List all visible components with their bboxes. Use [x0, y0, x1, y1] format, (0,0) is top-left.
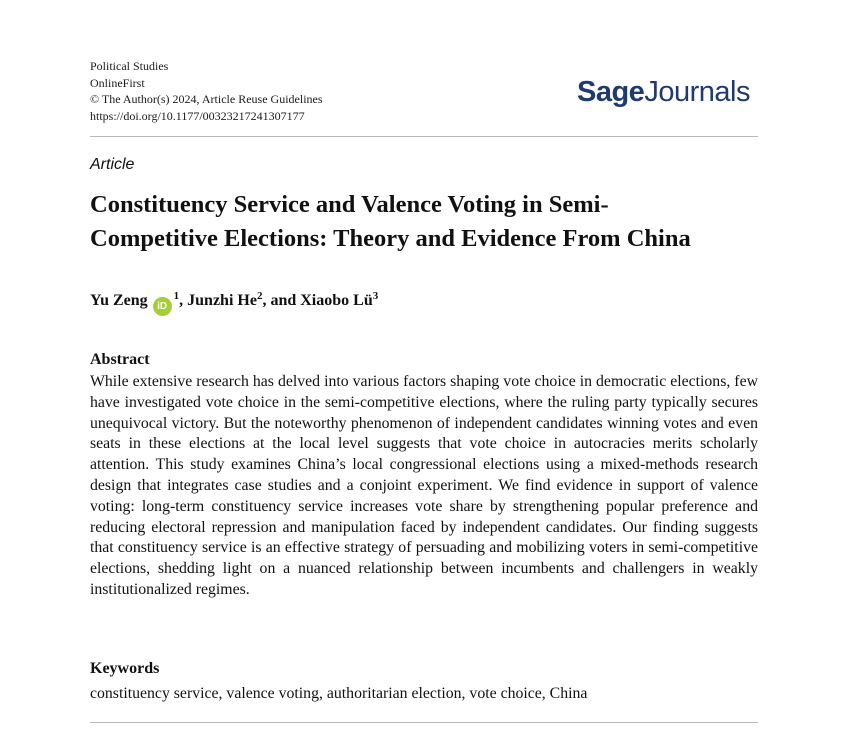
keywords-heading: Keywords: [90, 660, 160, 677]
sage-journals-logo: [577, 76, 750, 109]
doi-link[interactable]: https://doi.org/10.1177/00323217241307177: [90, 108, 305, 123]
author-affiliation-2: 2: [256, 290, 263, 302]
article-title: [90, 188, 758, 256]
author-junzhi-he[interactable]: Junzhi He: [187, 292, 257, 309]
title-line-1: Constituency Service and Valence Voting in Semi-: [90, 191, 609, 218]
journal-status: OnlineFirst: [90, 75, 145, 90]
journal-info: [90, 58, 323, 124]
orcid-icon[interactable]: iD: [153, 297, 172, 316]
abstract-text: While extensive research has delved into various factors shaping vote choice in democratic elections, few have investigated vote choice in the semi-competitive elections, where the ruling party typically secures unequivocal victory. But the noteworthy phenomenon of independent candidates winning votes and even seats in these elections at the local level suggests that vote choice in autocracies merits scholarly attention. This study examines China’s local congressional elections using a mixed-methods research design that integrates case studies and a conjoint experiment. We find evidence in support of valence voting: long-term constituency service increases vote share by strengthening popular preference and reducing electoral repression and manipulation faced by independent candidates. Our finding suggests that constituency service is an effective strategy of persuading and mobilizing voters in semi-competitive elections, shedding light on a nuanced relationship between incumbents and challengers in weakly institutionalized regimes.: [90, 373, 758, 598]
keywords-list: constituency service, valence voting, authoritarian election, vote choice, China: [90, 685, 588, 702]
copyright-line[interactable]: © The Author(s) 2024, Article Reuse Guidelines: [90, 92, 323, 106]
author-affiliation-3: 3: [372, 290, 379, 302]
abstract-heading: Abstract: [90, 351, 150, 368]
logo-sage: Sage: [577, 76, 645, 108]
article-type: Article: [90, 156, 135, 173]
title-line-2: Competitive Elections: Theory and Evidence From China: [90, 225, 691, 252]
author-affiliation-1: 1: [173, 290, 180, 302]
author-yu-zeng[interactable]: Yu Zeng: [90, 292, 148, 309]
author-list: Yu Zeng $iD^1$, Junzhi He$^2$, and Xiaobo $Lü^3$: [90, 290, 378, 316]
footer-divider: [90, 722, 758, 723]
logo-journals: Journals: [644, 76, 750, 108]
journal-name: Political Studies: [90, 59, 169, 73]
author-and: and: [270, 292, 297, 309]
header-divider: [90, 136, 758, 137]
author-xiaobo-lu[interactable]: Xiaobo Lü: [300, 292, 373, 309]
